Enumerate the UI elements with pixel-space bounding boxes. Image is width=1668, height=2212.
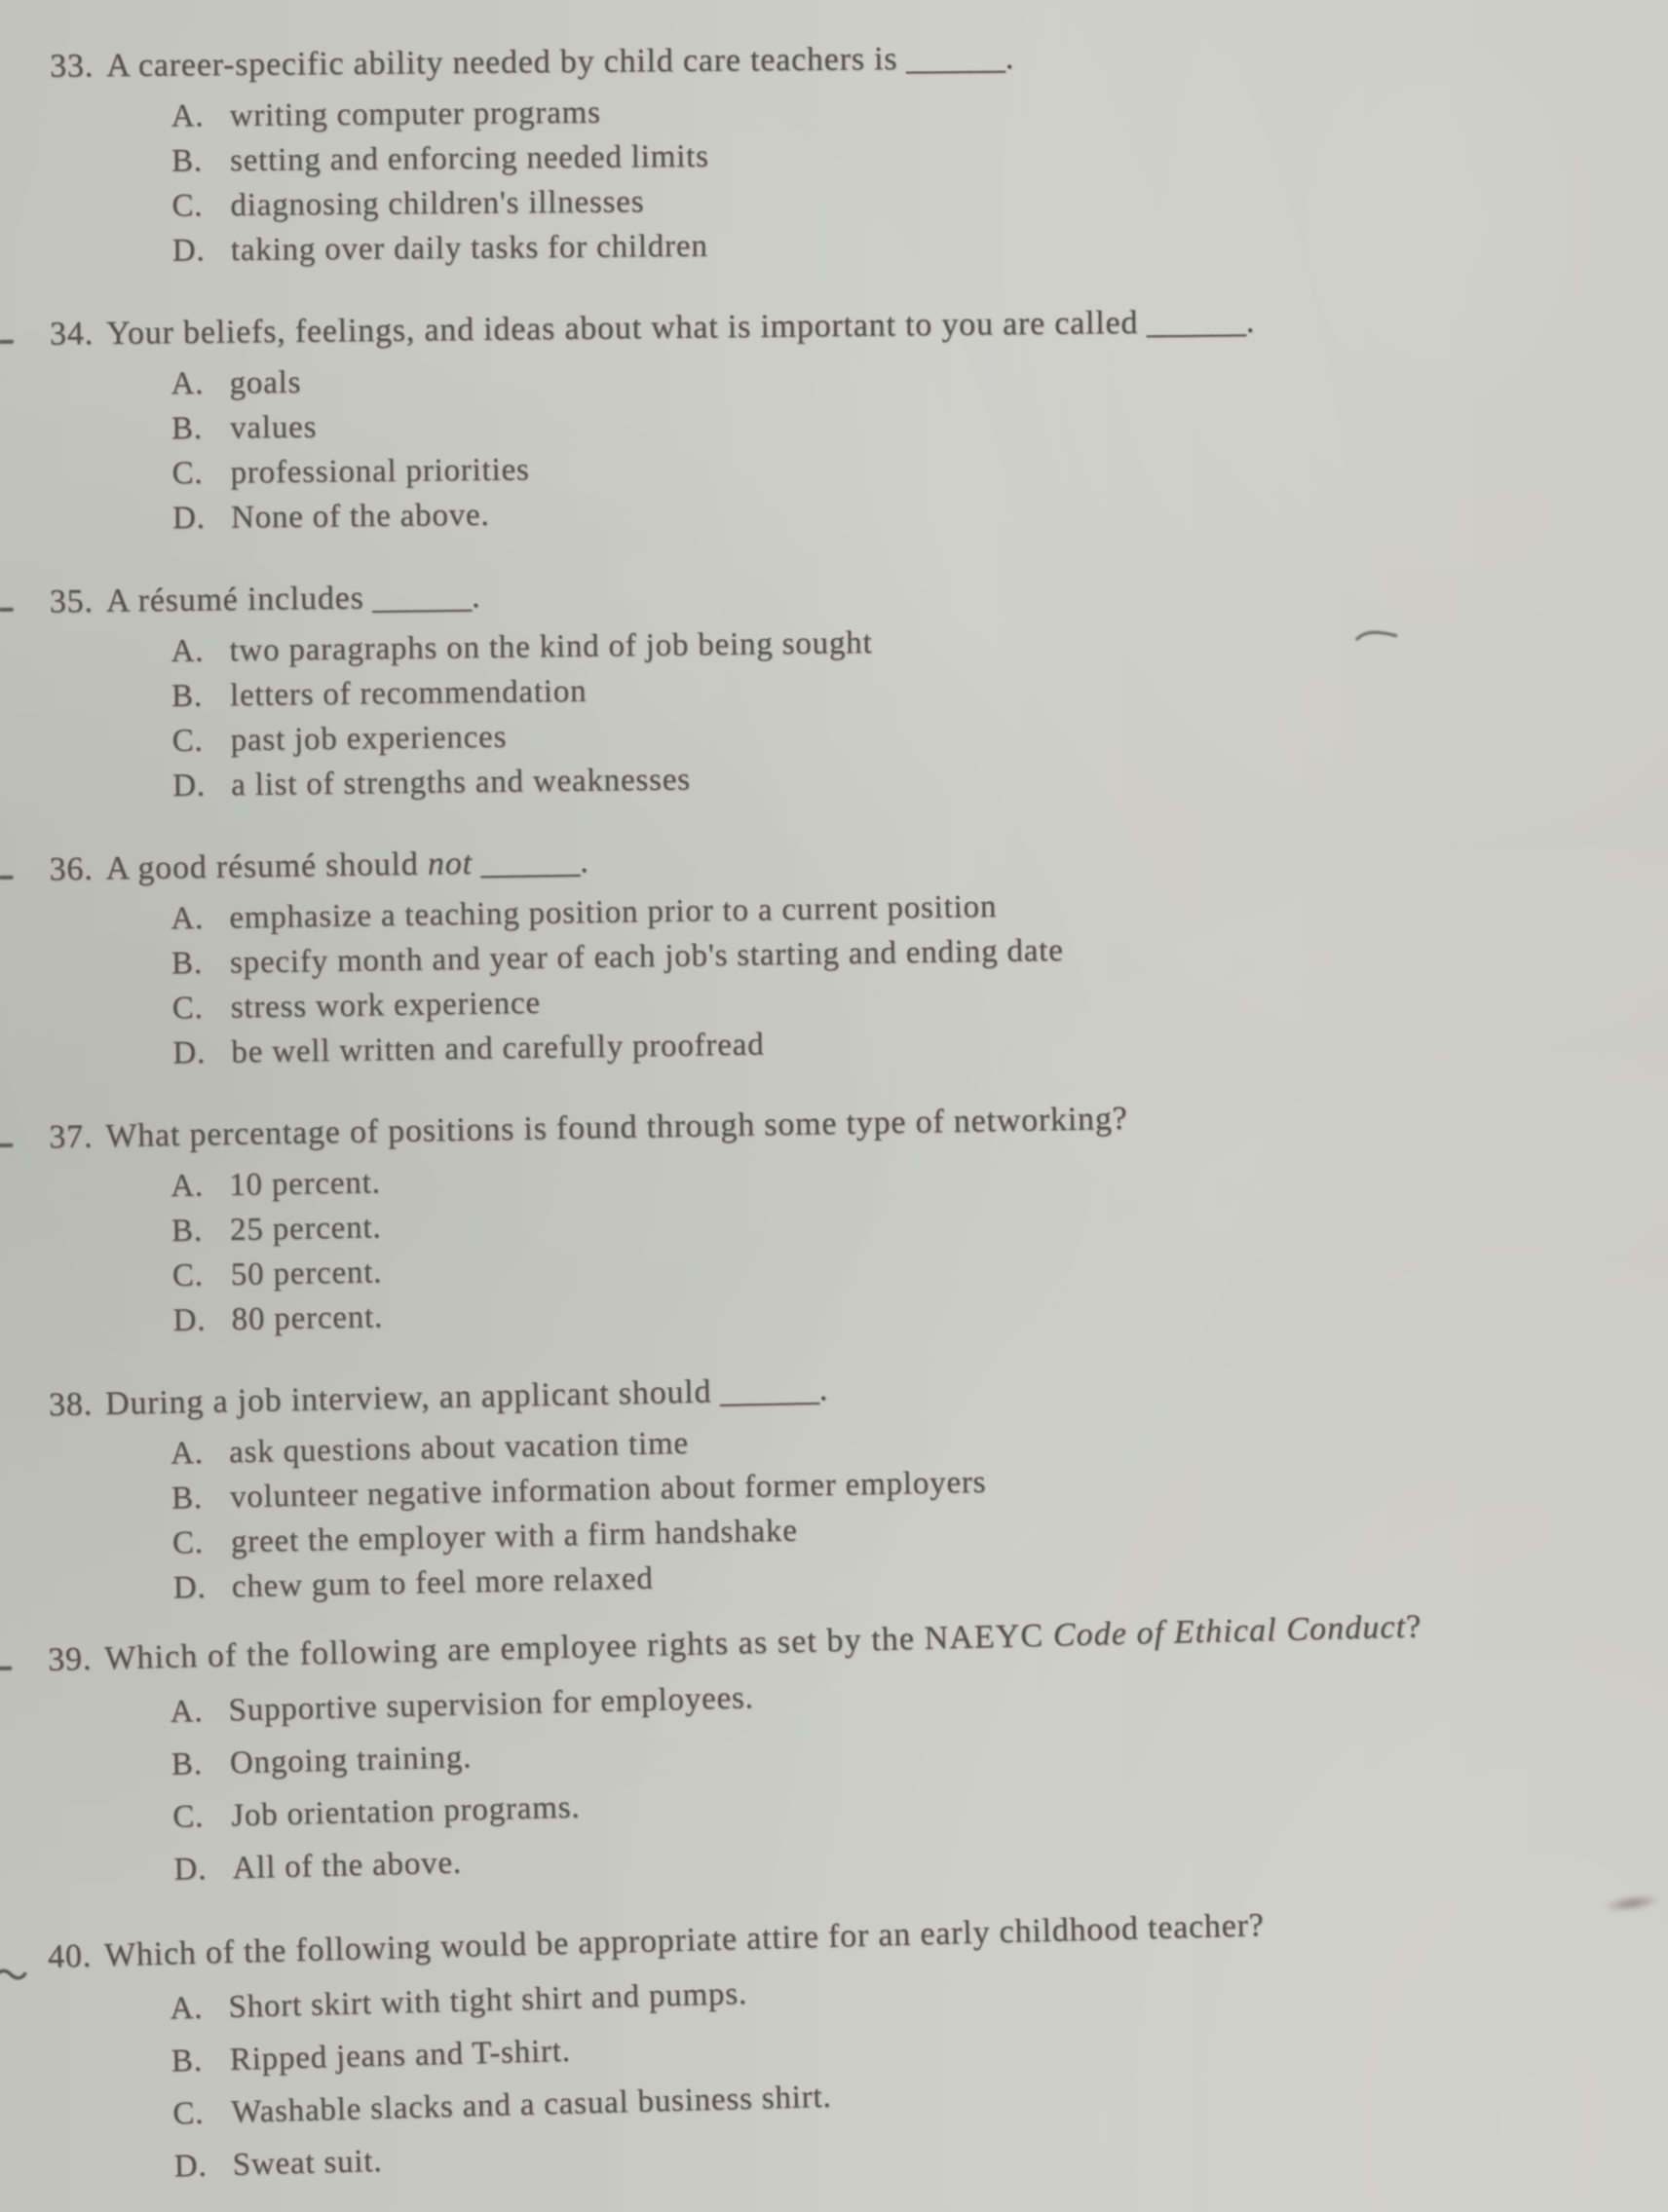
option-text: Sweat suit. bbox=[232, 2143, 383, 2183]
option-text: 25 percent. bbox=[229, 1210, 382, 1248]
option-text: writing computer programs bbox=[229, 94, 601, 133]
question-36 bbox=[0, 826, 1668, 1078]
option-text: Ongoing training. bbox=[229, 1740, 473, 1781]
question-33 bbox=[0, 32, 1668, 275]
option-text: setting and enforcing needed limits bbox=[229, 138, 709, 178]
option-letter: D. bbox=[172, 1034, 207, 1071]
option-letter: B. bbox=[171, 2043, 204, 2080]
stem-end: ? bbox=[1405, 1608, 1422, 1645]
option-letter: D. bbox=[171, 500, 206, 537]
option-letter: B. bbox=[171, 945, 204, 982]
question-text bbox=[106, 579, 481, 619]
option-letter: A. bbox=[171, 900, 205, 937]
option-letter: D. bbox=[171, 233, 206, 269]
question-number: 38. bbox=[48, 1386, 94, 1423]
question-35 bbox=[0, 562, 1668, 810]
option-text: All of the above. bbox=[232, 1845, 463, 1887]
option-text: values bbox=[229, 409, 318, 446]
option-letter: C. bbox=[171, 990, 204, 1027]
option-letter: D. bbox=[172, 1302, 207, 1338]
question-stem bbox=[0, 32, 1667, 88]
option-text: specify month and year of each job's starting and ending date bbox=[229, 932, 1064, 981]
option-text: 10 percent. bbox=[228, 1165, 381, 1203]
option-letter: B. bbox=[171, 1745, 204, 1782]
option-letter: C. bbox=[171, 1524, 205, 1561]
option-letter: B. bbox=[171, 143, 204, 179]
option-letter: C. bbox=[171, 1798, 205, 1835]
option-text: letters of recommendation bbox=[229, 673, 588, 714]
question-text bbox=[106, 304, 1255, 352]
option-text: 50 percent. bbox=[230, 1255, 383, 1293]
question-39 bbox=[0, 1600, 1668, 1900]
stem-text: Your beliefs, feelings, and ideas about what is important to you are called bbox=[105, 304, 1139, 352]
stem-text: Which of the following are employee rights as set by the NAEYC bbox=[103, 1617, 1044, 1677]
option-letter: A. bbox=[171, 633, 205, 669]
option-letter: C. bbox=[171, 723, 204, 759]
option-text: chew gum to feel more relaxed bbox=[231, 1560, 654, 1605]
question-number: 37. bbox=[48, 1118, 94, 1156]
option-letter: C. bbox=[171, 188, 204, 224]
question-number: 39. bbox=[47, 1640, 93, 1678]
option-letter: A. bbox=[171, 365, 205, 402]
option-text: a list of strengths and weaknesses bbox=[230, 762, 692, 804]
option-letter: D. bbox=[173, 2148, 208, 2185]
stem-end: . bbox=[818, 1370, 829, 1408]
option-letter: A. bbox=[170, 1990, 204, 2027]
option-letter: C. bbox=[171, 455, 204, 492]
option-text: stress work experience bbox=[230, 985, 542, 1026]
option-letter: B. bbox=[171, 1213, 204, 1249]
question-number: 35. bbox=[49, 582, 94, 620]
question-37 bbox=[0, 1089, 1668, 1346]
option-text: Ripped jeans and T-shirt. bbox=[229, 2033, 572, 2078]
stem-italic-text: Code of Ethical Conduct bbox=[1042, 1608, 1407, 1654]
stem-text: What percentage of positions is found through some type of networking? bbox=[104, 1100, 1128, 1155]
question-text bbox=[106, 40, 1014, 84]
stem-text: A career-specific ability needed by child care teachers is bbox=[105, 40, 898, 85]
question-number: 36. bbox=[49, 850, 94, 888]
question-38 bbox=[0, 1353, 1668, 1614]
option-letter: D. bbox=[173, 1851, 208, 1888]
option-letter: A. bbox=[170, 1168, 205, 1204]
option-letter: D. bbox=[171, 768, 207, 804]
stem-end: . bbox=[471, 578, 481, 616]
stem-text: Which of the following would be appropriate attire for an early childhood teacher? bbox=[103, 1906, 1266, 1974]
option-text: past job experiences bbox=[230, 719, 508, 759]
option-letter: B. bbox=[171, 1480, 204, 1517]
fill-in-blank: ______ bbox=[897, 39, 1005, 77]
stem-end: . bbox=[1245, 303, 1256, 340]
stem-italic-text: not bbox=[418, 844, 473, 882]
question-stem bbox=[0, 297, 1667, 356]
fill-in-blank: ______ bbox=[710, 1371, 820, 1410]
option-text: taking over daily tasks for children bbox=[230, 228, 708, 268]
option-letter: A. bbox=[171, 98, 205, 134]
option-letter: C. bbox=[171, 2095, 205, 2132]
option-text: two paragraphs on the kind of job being sought bbox=[229, 625, 873, 669]
option-text: Supportive supervision for employees. bbox=[228, 1680, 755, 1729]
question-34 bbox=[0, 297, 1668, 543]
question-number: 34. bbox=[49, 315, 95, 353]
option-letter: A. bbox=[170, 1693, 204, 1730]
stem-end: . bbox=[579, 844, 589, 881]
question-number: 33. bbox=[49, 48, 95, 85]
option-text: Job orientation programs. bbox=[230, 1789, 581, 1834]
stem-text: During a job interview, an applicant should bbox=[104, 1373, 712, 1422]
option-letter: C. bbox=[171, 1257, 204, 1293]
option-letter: A. bbox=[170, 1435, 205, 1472]
option-text: volunteer negative information about former employers bbox=[229, 1464, 987, 1516]
question-number: 40. bbox=[47, 1937, 93, 1975]
option-text: Washable slacks and a casual business shirt. bbox=[230, 2079, 832, 2130]
stem-end: . bbox=[1005, 39, 1015, 76]
question-text bbox=[105, 1371, 829, 1422]
option-text: emphasize a teaching position prior to a current position bbox=[229, 888, 998, 936]
question-text bbox=[105, 1101, 1128, 1154]
question-40 bbox=[0, 1894, 1668, 2197]
option-letter: D. bbox=[172, 1569, 207, 1606]
option-text: goals bbox=[229, 364, 302, 401]
stem-text: A résumé includes bbox=[105, 580, 364, 619]
option-text: diagnosing children's illnesses bbox=[230, 184, 645, 223]
option-text: greet the employer with a firm handshake bbox=[230, 1513, 798, 1560]
fill-in-blank: ______ bbox=[472, 844, 581, 881]
stem-text: A good résumé should bbox=[105, 845, 419, 887]
pen-mark-artifact bbox=[1354, 627, 1399, 650]
option-text: Short skirt with tight shirt and pumps. bbox=[227, 1975, 748, 2025]
option-text: None of the above. bbox=[230, 497, 490, 536]
option-letter: B. bbox=[171, 678, 204, 714]
option-text: ask questions about vacation time bbox=[228, 1425, 690, 1471]
fill-in-blank: ______ bbox=[1138, 303, 1246, 341]
option-text: 80 percent. bbox=[231, 1299, 384, 1337]
option-text: professional priorities bbox=[230, 452, 530, 491]
option-letter: B. bbox=[171, 410, 204, 447]
question-text bbox=[105, 844, 589, 886]
fill-in-blank: ______ bbox=[363, 579, 473, 617]
option-text: be well written and carefully proofread bbox=[231, 1027, 765, 1070]
